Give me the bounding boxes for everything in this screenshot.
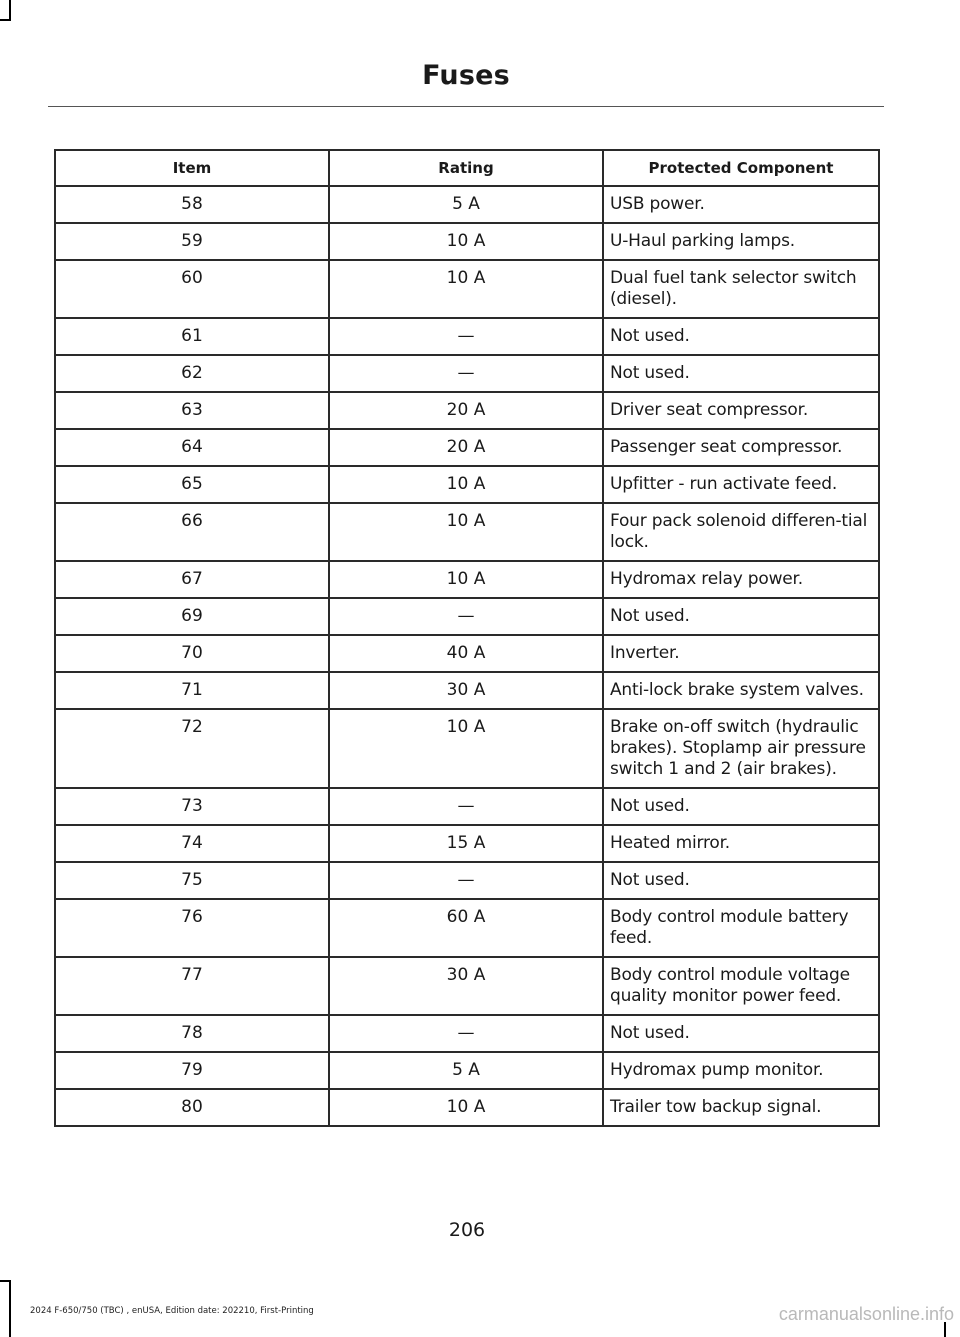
fuse-rating-cell: 10 A	[329, 223, 603, 260]
fuse-item-cell: 66	[55, 503, 329, 561]
table-row	[55, 466, 879, 503]
table-row	[55, 429, 879, 466]
fuse-rating-cell: —	[329, 355, 603, 392]
fuse-item-cell: 61	[55, 318, 329, 355]
fuse-component-cell: Not used.	[603, 788, 879, 825]
table-row	[55, 957, 879, 1015]
crop-mark-top-left-h	[0, 19, 11, 21]
fuse-item-cell: 78	[55, 1015, 329, 1052]
fuse-item-cell: 64	[55, 429, 329, 466]
fuse-rating-cell: 5 A	[329, 1052, 603, 1089]
table-row	[55, 672, 879, 709]
table-row	[55, 355, 879, 392]
crop-mark-top-left	[9, 0, 11, 20]
fuse-component-cell: Four pack solenoid differen-tial lock.	[603, 503, 879, 561]
fuse-component-cell: Not used.	[603, 862, 879, 899]
fuse-item-cell: 58	[55, 186, 329, 223]
table-row	[55, 862, 879, 899]
fuse-item-cell: 76	[55, 899, 329, 957]
table-row	[55, 186, 879, 223]
fuse-table	[54, 149, 880, 1127]
fuse-rating-cell: 20 A	[329, 429, 603, 466]
table-row	[55, 788, 879, 825]
table-row	[55, 1052, 879, 1089]
fuse-rating-cell: 10 A	[329, 561, 603, 598]
watermark: carmanualsonline.info	[778, 1304, 954, 1324]
fuse-component-cell: Hydromax relay power.	[603, 561, 879, 598]
fuse-component-cell: Inverter.	[603, 635, 879, 672]
fuse-rating-cell: 15 A	[329, 825, 603, 862]
fuse-rating-cell: 10 A	[329, 260, 603, 318]
crop-mark-bottom-left-h	[0, 1280, 11, 1282]
fuse-rating-cell: 60 A	[329, 899, 603, 957]
table-row	[55, 1089, 879, 1126]
table-row	[55, 899, 879, 957]
fuse-component-cell: USB power.	[603, 186, 879, 223]
column-header-item: Item	[55, 150, 329, 186]
fuse-component-cell: Anti-lock brake system valves.	[603, 672, 879, 709]
fuse-component-cell: U-Haul parking lamps.	[603, 223, 879, 260]
fuse-rating-cell: —	[329, 598, 603, 635]
fuse-component-cell: Not used.	[603, 355, 879, 392]
fuse-item-cell: 63	[55, 392, 329, 429]
fuse-component-cell: Body control module voltage quality monitor power feed.	[603, 957, 879, 1015]
table-row	[55, 318, 879, 355]
crop-mark-bottom-left	[9, 1280, 11, 1337]
fuse-item-cell: 59	[55, 223, 329, 260]
table-row	[55, 503, 879, 561]
fuse-component-cell: Hydromax pump monitor.	[603, 1052, 879, 1089]
title-divider	[48, 106, 884, 107]
table-header-row	[55, 150, 879, 186]
fuse-item-cell: 67	[55, 561, 329, 598]
fuse-component-cell: Trailer tow backup signal.	[603, 1089, 879, 1126]
fuse-rating-cell: 10 A	[329, 503, 603, 561]
column-header-protected-component: Protected Component	[603, 150, 879, 186]
fuse-rating-cell: —	[329, 862, 603, 899]
fuse-item-cell: 73	[55, 788, 329, 825]
page-number: 206	[448, 1219, 486, 1241]
fuse-item-cell: 70	[55, 635, 329, 672]
fuse-component-cell: Body control module battery feed.	[603, 899, 879, 957]
fuse-rating-cell: —	[329, 788, 603, 825]
fuse-item-cell: 74	[55, 825, 329, 862]
table-row	[55, 260, 879, 318]
fuse-component-cell: Heated mirror.	[603, 825, 879, 862]
fuse-component-cell: Not used.	[603, 1015, 879, 1052]
fuse-rating-cell: 10 A	[329, 466, 603, 503]
fuse-component-cell: Passenger seat compressor.	[603, 429, 879, 466]
fuse-component-cell: Brake on-off switch (hydraulic brakes). Stoplamp air pressure switch 1 and 2 (air brakes).	[603, 709, 879, 788]
fuse-rating-cell: 10 A	[329, 1089, 603, 1126]
fuse-component-cell: Dual fuel tank selector switch (diesel).	[603, 260, 879, 318]
fuse-item-cell: 71	[55, 672, 329, 709]
fuse-item-cell: 77	[55, 957, 329, 1015]
fuse-item-cell: 65	[55, 466, 329, 503]
fuse-rating-cell: —	[329, 1015, 603, 1052]
fuse-component-cell: Not used.	[603, 598, 879, 635]
edition-footer: 2024 F-650/750 (TBC) , enUSA, Edition date: 202210, First-Printing	[30, 1306, 314, 1316]
page-title: Fuses	[422, 60, 510, 91]
table-row	[55, 709, 879, 788]
fuse-component-cell: Not used.	[603, 318, 879, 355]
table-row	[55, 392, 879, 429]
fuse-item-cell: 69	[55, 598, 329, 635]
table-row	[55, 825, 879, 862]
column-header-rating: Rating	[329, 150, 603, 186]
fuse-rating-cell: 30 A	[329, 957, 603, 1015]
fuse-item-cell: 79	[55, 1052, 329, 1089]
fuse-item-cell: 60	[55, 260, 329, 318]
fuse-component-cell: Driver seat compressor.	[603, 392, 879, 429]
fuse-item-cell: 80	[55, 1089, 329, 1126]
fuse-rating-cell: 40 A	[329, 635, 603, 672]
fuse-rating-cell: 30 A	[329, 672, 603, 709]
fuse-item-cell: 72	[55, 709, 329, 788]
fuse-rating-cell: 10 A	[329, 709, 603, 788]
fuse-rating-cell: 20 A	[329, 392, 603, 429]
fuse-rating-cell: —	[329, 318, 603, 355]
fuse-rating-cell: 5 A	[329, 186, 603, 223]
table-row	[55, 561, 879, 598]
fuse-item-cell: 75	[55, 862, 329, 899]
table-row	[55, 635, 879, 672]
fuse-component-cell: Upfitter - run activate feed.	[603, 466, 879, 503]
table-body	[55, 186, 879, 1126]
table-row	[55, 598, 879, 635]
fuse-item-cell: 62	[55, 355, 329, 392]
table-row	[55, 1015, 879, 1052]
table-row	[55, 223, 879, 260]
